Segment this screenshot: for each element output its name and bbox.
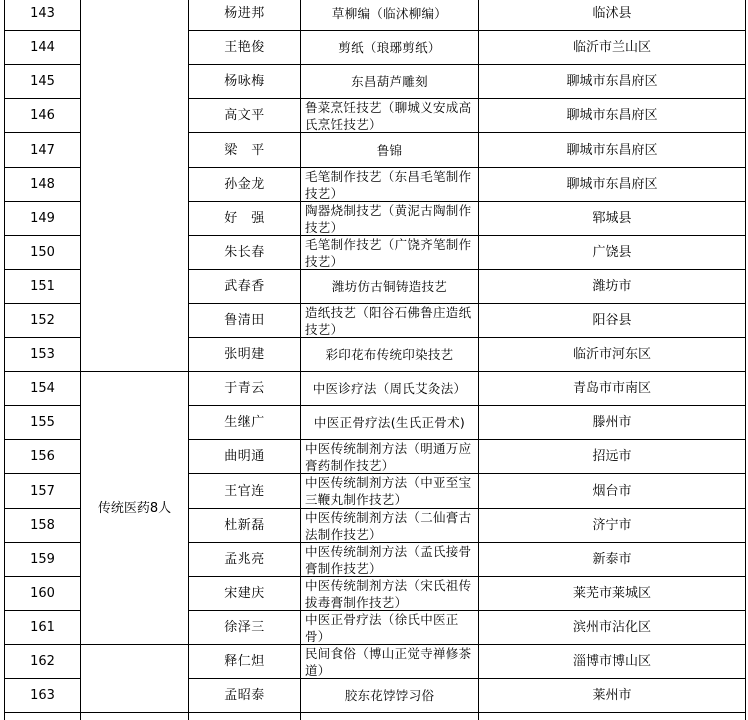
heritage-item: 中医传统制剂方法（中亚至宝三鞭丸制作技艺）: [305, 475, 472, 507]
region: 烟台市: [592, 483, 632, 499]
region: 聊城市东昌府区: [566, 108, 658, 123]
row-number: 150: [30, 245, 55, 260]
row-number: 156: [30, 449, 55, 464]
row-number: 143: [30, 6, 55, 21]
region: 新泰市: [592, 552, 632, 567]
inheritor-name: 孙金龙: [224, 177, 265, 192]
heritage-item: 潍坊仿古铜铸造技艺: [331, 279, 448, 294]
row-number: 144: [30, 40, 55, 55]
heritage-item: 草柳编（临沭柳编）: [331, 6, 448, 21]
region: 淄博市博山区: [572, 654, 651, 669]
inheritor-name: 于青云: [224, 381, 265, 396]
heritage-item: 中医正骨疗法（徐氏中医正骨）: [305, 611, 459, 644]
inheritor-name: 梁 平: [224, 142, 265, 158]
inheritor-name: 释仁炟: [224, 654, 265, 669]
inheritor-name: 朱长春: [224, 245, 265, 260]
region: 青岛市市南区: [572, 381, 651, 396]
row-number: 153: [30, 347, 55, 362]
heritage-item: 中医正骨疗法(生氏正骨术): [313, 415, 466, 430]
category-label: 传统医药8人: [97, 500, 172, 516]
row-number: 158: [30, 518, 55, 533]
row-number: 159: [30, 552, 55, 567]
region: 广饶县: [592, 245, 632, 260]
inheritor-name: 王艳俊: [224, 40, 265, 55]
region: 聊城市东昌府区: [566, 74, 658, 89]
region: 临沭县: [592, 6, 632, 21]
inheritor-name: 高文平: [224, 108, 265, 123]
heritage-item: 东昌葫芦雕刻: [351, 74, 428, 89]
heritage-item: 中医传统制剂方法（孟氏接骨膏制作技艺）: [305, 543, 472, 576]
inheritor-name: 张明建: [224, 347, 265, 362]
region: 济宁市: [592, 518, 632, 533]
region: 郓城县: [592, 211, 632, 226]
row-number: 146: [30, 108, 55, 123]
row-number: 154: [30, 381, 55, 396]
heritage-item: 民间食俗（博山正觉寺禅修茶道）: [305, 645, 472, 678]
region: 莱州市: [592, 688, 632, 703]
heritage-item: 中医传统制剂方法（明通万应膏药制作技艺）: [305, 440, 472, 473]
region: 聊城市东昌府区: [566, 142, 658, 158]
heritage-item: 陶器烧制技艺（黄泥古陶制作技艺）: [305, 202, 472, 235]
heritage-item: 剪纸（琅琊剪纸）: [338, 40, 441, 55]
heritage-item: 鲁锦: [376, 142, 403, 158]
row-number: 145: [30, 74, 55, 89]
region: 阳谷县: [592, 313, 632, 328]
inheritor-name: 曲明通: [224, 449, 265, 464]
heritage-item: 毛笔制作技艺（东昌毛笔制作技艺）: [305, 168, 472, 201]
row-number: 148: [30, 177, 55, 192]
region: 招远市: [592, 449, 632, 464]
row-number: 157: [30, 483, 55, 499]
region: 潍坊市: [592, 279, 632, 294]
table-right-border: [745, 0, 746, 720]
row-number: 163: [30, 688, 55, 703]
inheritor-name: 武春香: [224, 279, 265, 294]
row-number: 162: [30, 654, 55, 669]
row-number: 151: [30, 279, 55, 294]
heritage-item: 中医诊疗法（周氏艾灸法）: [312, 381, 467, 396]
heritage-item: 造纸技艺（阳谷石佛鲁庄造纸技艺）: [305, 304, 472, 337]
inheritor-name: 王官连: [224, 483, 265, 499]
inheritor-name: 杜新磊: [224, 518, 265, 533]
inheritor-name: 孟兆亮: [224, 552, 265, 567]
heritage-item: 鲁菜烹饪技艺（聊城义安成高氏烹饪技艺）: [305, 99, 472, 132]
region: 临沂市兰山区: [572, 40, 651, 55]
inheritor-name: 好 强: [224, 211, 265, 226]
row-number: 160: [30, 586, 55, 601]
region: 滕州市: [592, 415, 632, 430]
inheritor-name: 宋建庆: [224, 586, 265, 601]
inheritor-name: 鲁清田: [224, 313, 265, 328]
row-number: 155: [30, 415, 55, 430]
region: 滨州市沾化区: [572, 620, 651, 635]
inheritor-name: 生继广: [224, 415, 265, 430]
row-number: 149: [30, 211, 55, 226]
heritage-item: 胶东花饽饽习俗: [344, 688, 435, 703]
row-number: 161: [30, 620, 55, 635]
heritage-item: 彩印花布传统印染技艺: [325, 347, 454, 362]
row-number: 147: [30, 142, 55, 158]
region: 聊城市东昌府区: [566, 177, 658, 192]
heritage-item: 中医传统制剂方法（二仙膏古法制作技艺）: [305, 509, 472, 542]
region: 临沂市河东区: [572, 347, 651, 362]
heritage-item: 毛笔制作技艺（广饶齐笔制作技艺）: [305, 236, 472, 269]
region: 莱芜市莱城区: [572, 586, 651, 601]
inheritor-name: 杨进邦: [224, 6, 265, 21]
heritage-item: 中医传统制剂方法（宋氏祖传拔毒膏制作技艺）: [305, 577, 472, 610]
inheritor-name: 杨咏梅: [224, 74, 265, 89]
inheritor-name: 徐泽三: [224, 620, 265, 635]
inheritor-name: 孟昭泰: [224, 688, 265, 703]
row-divider: [4, 712, 745, 713]
row-number: 152: [30, 313, 55, 328]
